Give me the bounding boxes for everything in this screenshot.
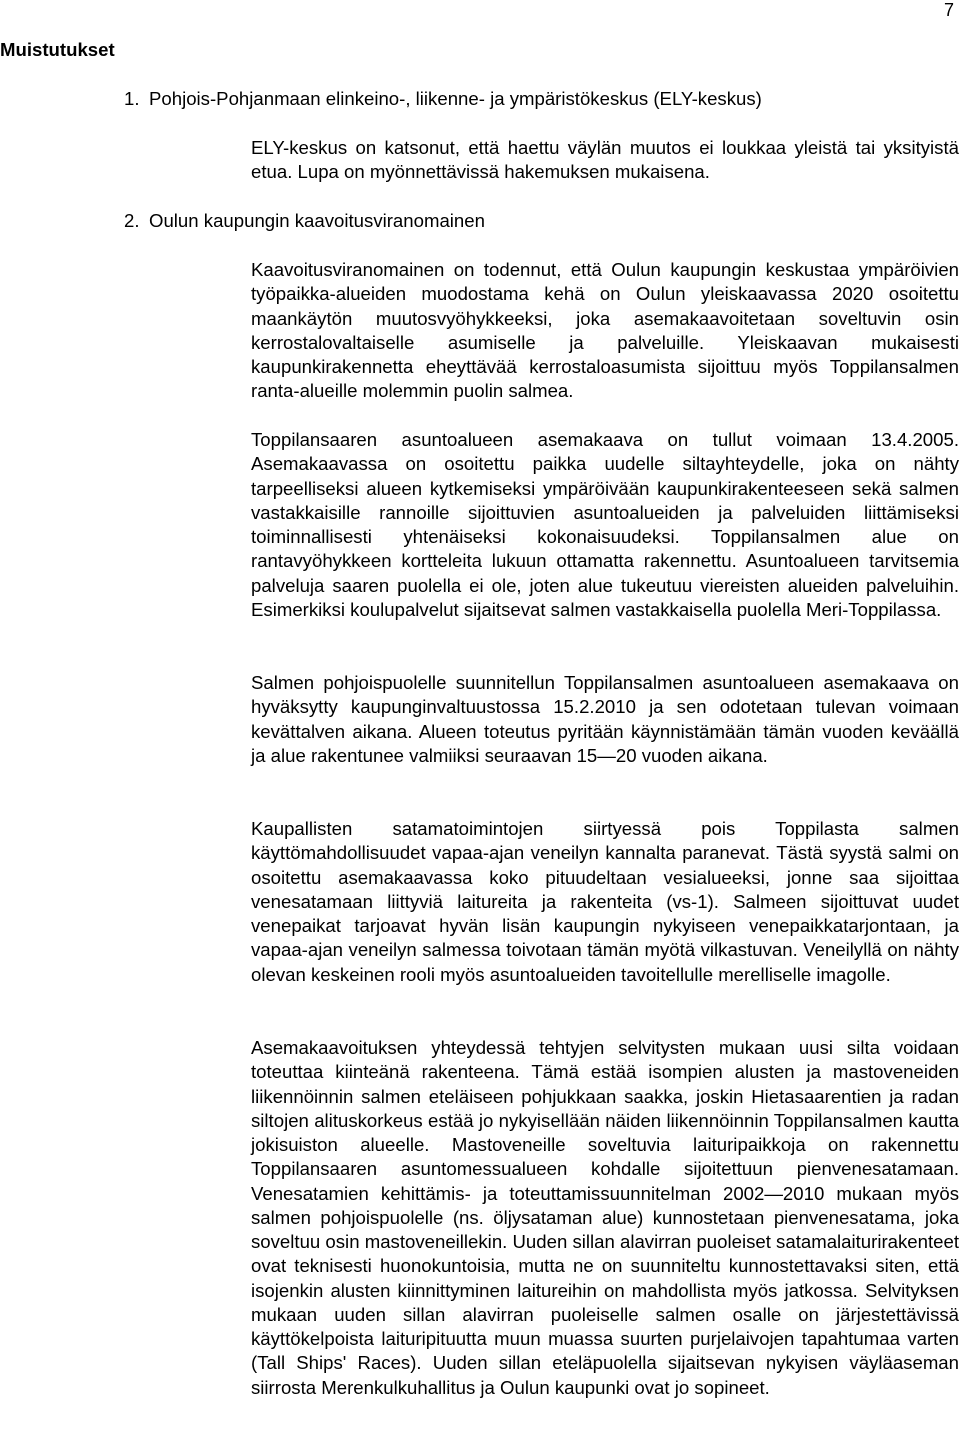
item-number-2: 2. [124,210,140,231]
section-heading: Muistutukset [0,39,115,60]
paragraph-silta-selvitykset: Asemakaavoituksen yhteydessä tehtyjen selvitysten mukaan uusi silta voidaan toteuttaa kiinteänä rakenteena. Tämä estää isompien alusten ja mastoveneiden liikennöinnin salmen eteläiseen pohjukkaan saakka, joskin Hietasaarentien ja radan siltojen alituskorkeus estää jo nykyisellään näiden liikennöinnin Toppilansalmen kautta jokisuiston alueelle. Mastoveneille soveltuvia laituripaikkoja on rakennettu Toppilansaaren asuntomessualueen kohdalle sijoitettuun pienvenesatamaan. Venesatamien kehittämis- ja toteuttamissuunnitelman 2002—2010 mukaan myös salmen pohjoispuolelle (ns. öljysataman alue) kunnostetaan pienvenesatama, joka soveltuu osin mastoveneillekin. Uuden sillan alavirran puoleiset satamalaiturirakenteet ovat teknisesti huonokuntoisia, mutta ne on suunniteltu kunnostettavaksi siten, että isojenkin alusten kiinnittyminen laitureihin on mahdollista myös jatkossa. Selvityksen mukaan uuden sillan alavirran puoleiselle salmen osalle on järjestettävissä käyttökelpoista laituripituutta muun muassa suurten purjelaivojen tapahtumaa varten (Tall Ships' Races). Uuden sillan eteläpuolella sijaitsevan nykyisen väyläaseman siirrosta Merenkulkuhallitus ja Oulun kaupunki ovat jo sopineet. [251,1037,959,1398]
paragraph-pohjoispuoli-asemakaava: Salmen pohjoispuolelle suunnitellun Toppilansalmen asuntoalueen asemakaava on hyväksytty kaupunginvaltuustossa 15.2.2010 ja sen odotetaan tulevan voimaan kevättalven aikana. Alueen toteutus pyritään käynnistämään tämän vuoden keväällä ja alue rakentunee valmiiksi seuraavan 15—20 vuoden aikana. [251,672,959,766]
item-number-1: 1. [124,88,140,109]
item-title-1: Pohjois-Pohjanmaan elinkeino-, liikenne- ja ympäristökeskus (ELY-keskus) [149,88,762,109]
item-heading-1 [124,87,762,111]
paragraph-satamatoiminnot: Kaupallisten satamatoimintojen siirtyessä pois Toppilasta salmen käyttömahdollisuudet vapaa-ajan veneilyn kannalta paranevat. Tästä syystä salmi on osoitettu asemakaavassa koko pituudeltaan vesialueeksi, jonne saa sijoittaa venesatamaan liittyviä laitureita ja rakenteita (vs-1). Salmeen sijoittuvat uudet venepaikat tarjoavat hyvän lisän kaupungin nykyiseen venepaikkatarjontaan, ja vapaa-ajan veneilyn salmessa toivotaan tämän myötä vilkastuvan. Veneilyllä on nähty olevan keskeinen rooli myös asuntoalueiden tavoitellulle merelliselle imagolle. [251,818,959,985]
item-heading-2 [124,209,485,233]
paragraph-ely-statement: ELY-keskus on katsonut, että haettu väylän muutos ei loukkaa yleistä tai yksityistä etua. Lupa on myönnettävissä hakemuksen mukaisena. [251,137,959,183]
paragraph-yleiskaava: Kaavoitusviranomainen on todennut, että Oulun kaupungin keskustaa ympäröivien työpaikka-alueiden muodostama kehä on Oulun yleiskaavassa 2020 osoitettu maankäytön muutosvyöhykkeeksi, joka asemakaavoitetaan soveltuvin osin kerrostalovaltaiselle asumiselle ja palveluille. Yleiskaavan mukaisesti kaupunkirakennetta eheyttävää kerrostaloasumista sijoittuu myös Toppilansalmen ranta-alueille molemmin puolin salmea. [251,259,959,402]
paragraph-toppilansaari-asemakaava: Toppilansaaren asuntoalueen asemakaava on tullut voimaan 13.4.2005. Asemakaavassa on osoitettu paikka uudelle siltayhteydelle, joka on nähty tarpeelliseksi alueen kytkemiseksi ympäröivään kaupunkirakenteeseen sekä salmen vastakkaisille rannoille sijoittuvien asuntoalueiden ja palveluiden liittämiseksi toiminnallisesti yhtenäiseksi kokonaisuudeksi. Toppilansalmen alue on rantavyöhykkeen kortteleita lukuun ottamatta rakennettu. Asuntoalueen tarvitsemia palveluja saaren puolella ei ole, joten alue tukeutuu viereisten alueiden palveluihin. Esimerkiksi koulupalvelut sijaitsevat salmen vastakkaisella puolella Meri-Toppilassa. [251,429,959,620]
page-number: 7 [943,0,954,20]
item-title-2: Oulun kaupungin kaavoitusviranomainen [149,210,485,231]
